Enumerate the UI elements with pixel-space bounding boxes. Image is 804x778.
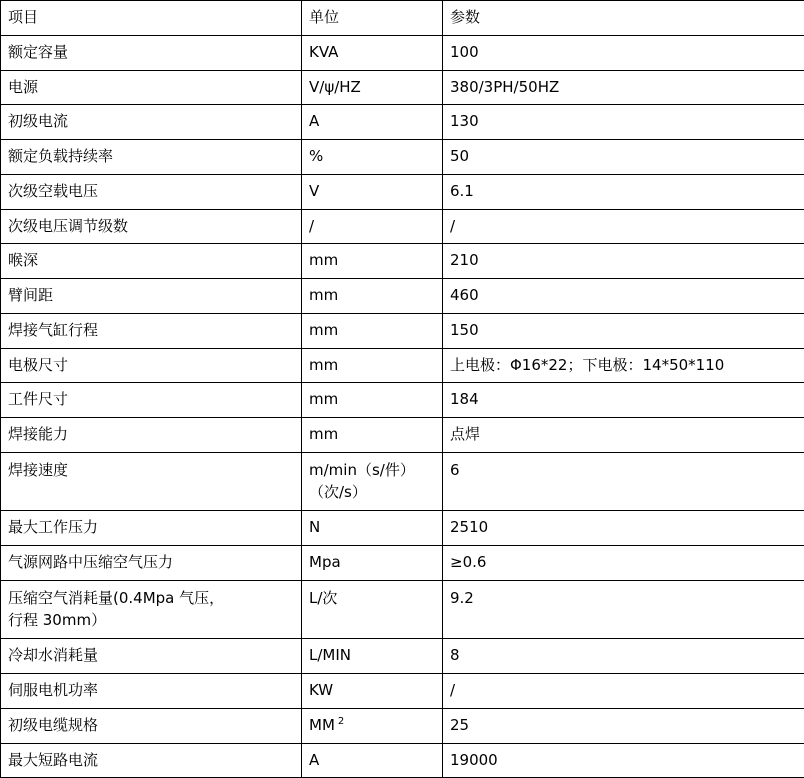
row-item-label: 焊接速度 <box>1 452 302 511</box>
row-unit: L/次 <box>302 580 443 639</box>
row-unit <box>302 452 443 511</box>
row-unit: V/ψ/HZ <box>302 70 443 105</box>
row-item-label: 焊接气缸行程 <box>1 313 302 348</box>
row-value: 8 <box>443 639 804 674</box>
row-item-label <box>1 580 302 639</box>
table-row <box>1 452 804 511</box>
row-item-label: 焊接能力 <box>1 418 302 453</box>
table-row <box>1 140 804 175</box>
table-row <box>1 639 804 674</box>
row-item-label: 初级电流 <box>1 105 302 140</box>
table-row <box>1 70 804 105</box>
row-item-label: 喉深 <box>1 244 302 279</box>
row-value: 50 <box>443 140 804 175</box>
table-row <box>1 383 804 418</box>
row-item-label-line-2: 行程 30mm） <box>8 610 293 632</box>
row-item-label: 气源网路中压缩空气压力 <box>1 546 302 581</box>
row-item-label: 额定负载持续率 <box>1 140 302 175</box>
row-item-label: 伺服电机功率 <box>1 674 302 709</box>
row-unit: N <box>302 511 443 546</box>
row-item-label: 最大工作压力 <box>1 511 302 546</box>
row-item-label: 冷却水消耗量 <box>1 639 302 674</box>
table-row <box>1 743 804 778</box>
table-row <box>1 511 804 546</box>
row-unit: KW <box>302 674 443 709</box>
row-unit-text: MM <box>309 716 335 734</box>
row-value: 460 <box>443 279 804 314</box>
column-header-value: 参数 <box>443 1 804 36</box>
row-unit: mm <box>302 279 443 314</box>
row-item-label: 电源 <box>1 70 302 105</box>
row-value: 19000 <box>443 743 804 778</box>
row-item-label-line-1: 压缩空气消耗量(0.4Mpa 气压， <box>8 588 293 610</box>
row-item-label: 次级电压调节级数 <box>1 209 302 244</box>
row-unit: KVA <box>302 35 443 70</box>
row-value: 380/3PH/50HZ <box>443 70 804 105</box>
table-row <box>1 313 804 348</box>
row-item-label: 最大短路电流 <box>1 743 302 778</box>
column-header-unit: 单位 <box>302 1 443 36</box>
row-unit: mm <box>302 348 443 383</box>
row-unit-line-1: m/min（s/件） <box>309 460 434 482</box>
row-value: 上电极：Φ16*22；下电极：14*50*110 <box>443 348 804 383</box>
row-unit: mm <box>302 418 443 453</box>
row-value: 6.1 <box>443 174 804 209</box>
row-item-label: 电极尺寸 <box>1 348 302 383</box>
row-item-label: 臂间距 <box>1 279 302 314</box>
row-value: 25 <box>443 708 804 743</box>
table-header-row <box>1 1 804 36</box>
table-row <box>1 35 804 70</box>
row-unit <box>302 708 443 743</box>
row-value: 184 <box>443 383 804 418</box>
table-row <box>1 174 804 209</box>
table-row <box>1 244 804 279</box>
row-unit: A <box>302 105 443 140</box>
table-row <box>1 209 804 244</box>
row-value: 点焊 <box>443 418 804 453</box>
table-row <box>1 580 804 639</box>
table-row <box>1 348 804 383</box>
row-value: 150 <box>443 313 804 348</box>
row-value: / <box>443 674 804 709</box>
row-unit: A <box>302 743 443 778</box>
row-value: 9.2 <box>443 580 804 639</box>
row-value: ≥0.6 <box>443 546 804 581</box>
row-value: / <box>443 209 804 244</box>
row-unit-line-2: （次/s） <box>309 482 434 504</box>
row-unit: mm <box>302 383 443 418</box>
row-unit: mm <box>302 244 443 279</box>
row-value: 130 <box>443 105 804 140</box>
row-value: 2510 <box>443 511 804 546</box>
table-row <box>1 546 804 581</box>
row-value: 100 <box>443 35 804 70</box>
table-row <box>1 708 804 743</box>
row-unit: Mpa <box>302 546 443 581</box>
row-unit-exponent: 2 <box>335 716 344 727</box>
table-row <box>1 674 804 709</box>
column-header-item: 项目 <box>1 1 302 36</box>
row-unit: mm <box>302 313 443 348</box>
row-item-label: 额定容量 <box>1 35 302 70</box>
table-row <box>1 418 804 453</box>
table-row <box>1 279 804 314</box>
row-item-label: 初级电缆规格 <box>1 708 302 743</box>
row-value: 6 <box>443 452 804 511</box>
row-unit: / <box>302 209 443 244</box>
row-value: 210 <box>443 244 804 279</box>
row-unit: V <box>302 174 443 209</box>
row-item-label: 次级空载电压 <box>1 174 302 209</box>
row-unit: L/MIN <box>302 639 443 674</box>
row-unit: % <box>302 140 443 175</box>
table-row <box>1 105 804 140</box>
row-item-label: 工件尺寸 <box>1 383 302 418</box>
